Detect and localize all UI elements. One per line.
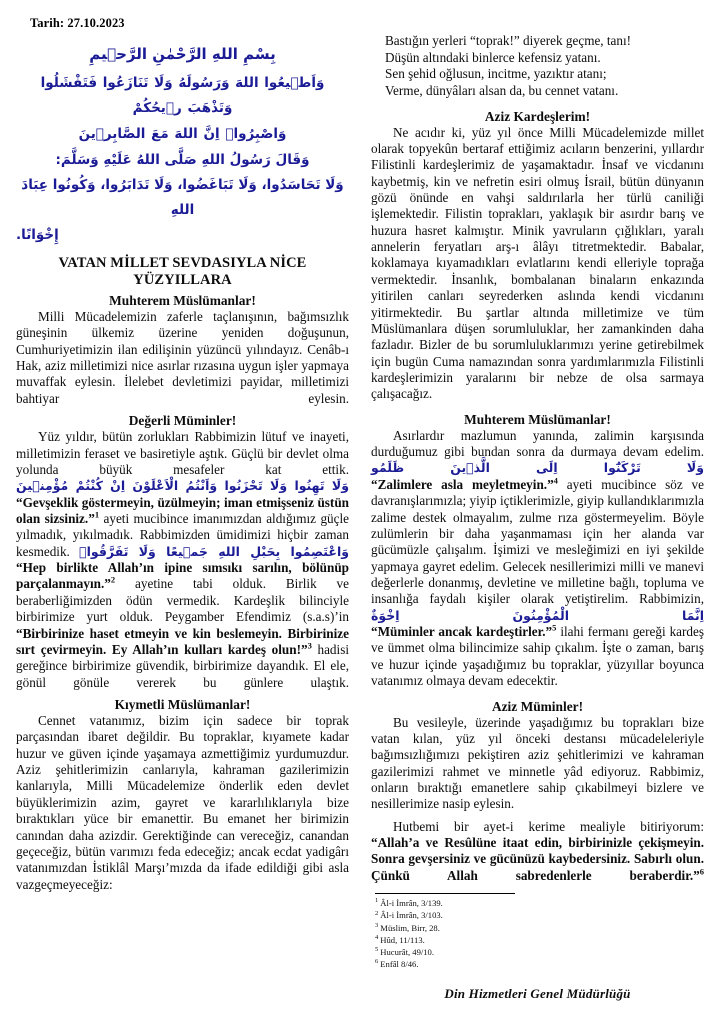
inline-ayet-4: اِنَّمَا الْمُؤْمِنُونَ اِخْوَةٌ [371,607,704,623]
paragraph-vatan: Cennet vatanımız, bizim için sadece bir toprak parçasından ibaret değildir. Bu topraklar, kıyamete kadar huzur ve güven içinde yaşamaya azmettiğimiz yurdumuzdur. Aziz şehitlerimizin canlarıyla, kahraman gazilerimizin kanlarıyla, Milli Mücadelemize önderlik eden devlet büyüklerimizin azim, gayret ve kararlılıklarıyla bize bıraktıkları yüce bir emanettir. Bu emanet her birimizin canından daha azizdir. Gerektiğinde can vereceğiz, canandan geçeceğiz, bütün varımızı feda edeceğiz; ancak ecdat yadigârı vatanımızdan İstiklâl Marşı’mızda da ifade edildiği gibi asla vazgeçmeyeceğiz: [16,713,349,892]
paragraph-closing [371,819,704,835]
paragraph-muminler-kardes [371,624,704,689]
quote-muminler-kardestirler: “Müminler ancak kardeştirler.” [371,624,553,640]
inline-ayet-3: وَلَا تَرْكَنُٓوا اِلَى الَّذ۪ينَ ظَلَمُو [371,460,704,476]
footnote-item [375,934,704,946]
quote-zalimlere: “Zalimlere asla meyletmeyin.” [371,476,554,492]
paragraph-sehitler: Bu vesileyle, üzerinde yaşadığımız bu toprakları bize vatan kılan, yüz yıl önceki destansı mücadeleleriyle bağımsızlığımızı pekiştiren aziz şehitlerimizi ve kahraman gazilerimizi rahmet ve minnetle yâd ediyoruz. Rabbimiz, onların bıraktığı emanetlere sahip çıkabilmeyi bizlere ve nesillerimize nasip eylesin. [371,714,704,812]
section-heading-aziz-kardeslerim: Aziz Kardeşlerim! [484,108,591,124]
para-3a-text: ayetine tabi olduk. Birlik ve beraberliğimizden ödün vermedik. Kardeşlik bilinciyle birbirimize yurt olduk. Peygamber Efendimiz (s.a.s)’in [16,576,349,625]
footnote-ref-4: 4 [553,475,558,486]
quote-gevseklik: “Gevşeklik göstermeyin, üzülmeyin; iman etmişseniz üstün olan sizsiniz.” [16,494,349,527]
quote-hep-birlikte: “Hep birlikte Allah’ın ipine sımsıkı sarılın, bölünüp parçalanmayın.” [16,560,349,592]
footnote-item [375,922,704,934]
para-2a-right-text: Asırlardır mazlumun yanında, zalimin karşısında durduğumuz gibi bundan sonra da durmaya devam edelim. [371,427,704,460]
istiklal-marsi-poem [385,33,704,100]
paragraph-intro: Milli Mücadelemizin zaferle taçlanışının, bağımsızlık güneşinin ülkemiz üzerine yeniden doğuşunun, Cumhuriyetimizin ilan edilişinin yüzüncü yılındayız. Cenâb-ı Hak, aziz milletimizi nice asırlar rızasına uygun işler yapmaya muvaffak eylesin. İlelebet devletimizi payidar, milletimizi bahtiyar eylesin. [16,308,349,406]
footnotes-list [375,897,704,970]
footnote-text: Hûd, 11/113. [380,934,425,945]
opening-ayet-line-1: وَاَط۪يعُوا اللهَ وَرَسُولَهُ وَلَا تَنَازَعُوا فَتَفْشَلُوا وَتَذْهَبَ ر۪يحُكُمْ [40,74,325,116]
footnote-number: 3 [375,921,379,929]
page-title [16,255,349,290]
footnote-item [375,909,704,921]
title-line-1: VATAN MİLLET SEVDASIYLA NİCE [58,254,307,271]
footnote-item [375,946,704,958]
para-2c-right-text: ilahi fermanı gereği kardeş ve ümmet olma bilincimize sahip çıkalım. İşte o zaman, barış ve huzur içinde yaşadığımız bu topraklar, yüzyıllar boyunca vatanımız olmaya devam edecektir. [371,624,705,689]
poem-line-1: Bastığın yerleri “toprak!” diyerek geçme, tanı! [385,33,632,48]
footnote-item [375,897,704,909]
footnote-item [375,958,704,970]
opening-ayet-line-2: وَاصْبِرُواۚ اِنَّ اللهَ مَعَ الصَّابِر۪ينَ [78,125,287,142]
quote-birbirinize-haset: “Birbirinize haset etmeyin ve kin beslemeyin. Birbirinize sırt çevirmeyin. Ey Allah’ın kulları kardeş olun!” [16,625,349,657]
paragraph-century [16,429,349,494]
paragraph-mazlum [371,428,704,477]
section-heading-muhterem-muslumanlar: Muhterem Müslümanlar! [109,292,256,308]
poem-line-3: Sen şehid oğlusun, incitme, yazıktır atanı; [385,66,607,82]
hadith-intro-arabic: وَقَالَ رَسُولُ اللهِ صَلَّى اللهُ عَلَيْهِ وَسَلَّمَ: [55,151,310,168]
para-2a-text: Yüz yıldır, bütün zorlukları Rabbimizin lütuf ve inayeti, milletimizin feraset ve basiretiyle aştık. Güçlü bir devlet olma yolunda büyük mesafeler kat ettik. [16,429,349,477]
paragraph-quote-2 [16,560,349,691]
footnote-text: Müslim, Birr, 28. [380,922,440,933]
paragraph-filistin: Ne acıdır ki, yüz yıl önce Milli Mücadelemizde millet olarak topyekûn bertaraf ettiğimiz acıların benzerini, yıllardır Filistinli kardeşlerimiz de yaşamaktadır. İnsaf ve vicdanını kaybetmiş, kin ve nefretin esiri olmuş İsrail, bütün dünyanın gözü önünde en vahşi saldırılarla her türlü caniliği işlemektedir. Filistin toprakları, yaklaşık bir asırdır barış ve huzura hasret kalmıştır. Minik yavruların çığlıkları, yaralı annelerin feryatları arş-ı âlâyı titretmektedir. Babalar, koklamaya kıyamadıkları evlatlarını kendi elleriyle toprağa vermektedir. İnsanlık, bombalanan binaların enkazında yitirilen canları seyrederken aslında kendi vicdanını yitirmektedir. Bu şartlar altında milletimize ve tüm Müslümanlara düşen sorumluluklar, her zamankinden daha fazladır. Bizler de bu sorumluluklarımızı yerine getirebilmek için bugün Cuma namazından sonra yardımlarımızla Filistinli kardeşlerimizin yaralarını bir nebze de olsa sarmaya çalışacağız. [371,124,704,402]
footnote-number: 4 [375,933,379,941]
footnote-text: Hucurât, 49/10. [380,947,434,957]
right-column [371,33,704,1002]
paragraph-zalimlere [371,477,704,624]
two-column-layout [16,33,712,1002]
footnote-ref-1: 1 [94,509,100,520]
inline-ayet-2: وَاعْتَصِمُوا بِحَبْلِ اللهِ جَم۪يعًا وَلَا تَفَرَّقُواۖ [79,543,349,559]
footnote-number: 1 [375,897,379,905]
title-line-2: YÜZYILLARA [133,272,232,289]
footnote-number: 5 [375,946,379,954]
closing-intro-text: Hutbemi bir ayet-i kerime mealiyle bitiriyorum: [393,818,704,834]
para-2b-right-text: ayeti mucibince söz ve davranışlarımızla; yiyip içtiklerimizle, giyip kullandıklarımızla zalime destek olmayalım, zulme rıza göstermeyelim. Böyle zulümlerin bir daha yaşanmaması için her alanda var gücümüzle çalışalım. İşimizi ve mesleğimizi en iyi şekilde yapmaya gayret edelim. Gelecek nesillerimizi milli ve manevi değerlerle donanmış, devletine ve milletine bağlı, topluma ve insanlığa faydalı kişiler olarak yetiştirelim. Rabbimizin, [371,476,704,607]
section-heading-aziz-muminler: Aziz Müminler! [491,698,584,714]
date-label: Tarih: 27.10.2023 [30,16,125,30]
poem-line-4: Verme, dünyâları alsan da, bu cennet vatanı. [385,82,619,98]
besmele-arabic: بِسْمِ اللهِ الرَّحْمٰنِ الرَّحٖيمِ [89,45,276,63]
para-2b-text: ayeti mucibince imanımızdan aldığımız güçle yılmadık, yıkılmadık. Rabbimizden ümidimizi hiçbir zaman kesmedik. [16,511,349,559]
footnote-text: Enfâl 8/46. [380,959,419,970]
footnote-number: 6 [375,958,379,966]
footnote-ref-5: 5 [552,622,557,633]
para-3b-text: hadisi gereğince birbirimize güvendik, birbirimize dayandık. El ele, gönül gönüle vererek bu günlere ulaştık. [16,641,349,690]
left-column [16,33,349,1002]
hadith-arabic-line-1: وَلَا تَحَاسَدُوا، وَلَا تَبَاغَضُوا، وَلَا تَدَابَرُوا، وَكُونُوا عِبَادَ اللهِ [21,176,344,218]
issuing-authority-signature: Din Hizmetleri Genel Müdürlüğü [444,986,631,1002]
footnote-number: 2 [375,909,379,917]
quote-closing-ayet: “Allah’a ve Resûlüne itaat edin, birbirinizle çekişmeyin. Sonra gevşersiniz ve gücünüzü kaybedersiniz. Sabırlı olun. Çünkü Allah sabredenlerle beraberdir.” [371,835,704,883]
footnote-ref-2: 2 [110,575,116,586]
paragraph-quote-1 [16,495,349,560]
hadith-arabic-line-2: إِخْوَانًا. [16,226,59,243]
paragraph-closing-quote [371,835,704,884]
section-heading-kiymetli-muslumanlar: Kıymetli Müslümanlar! [114,696,251,712]
section-heading-muhterem-muslumanlar-2: Muhterem Müslümanlar! [464,411,611,427]
footnote-ref-3: 3 [307,640,312,651]
footnote-divider [375,893,515,894]
footnote-text: Âl-i İmrân, 3/139. [380,898,443,909]
section-heading-degerli-muminler: Değerli Müminler! [128,413,237,429]
footnote-text: Âl-i İmrân, 3/103. [380,910,443,921]
poem-line-2: Düşün altındaki binlerce kefensiz yatanı. [385,49,601,65]
footnote-ref-6: 6 [699,866,704,877]
inline-ayet-1: وَلَا تَهِنُوا وَلَا تَحْزَنُوا وَاَنْتُمُ الْاَعْلَوْنَ اِنْ كُنْتُمْ مُؤْمِن۪ينَ [16,478,349,494]
